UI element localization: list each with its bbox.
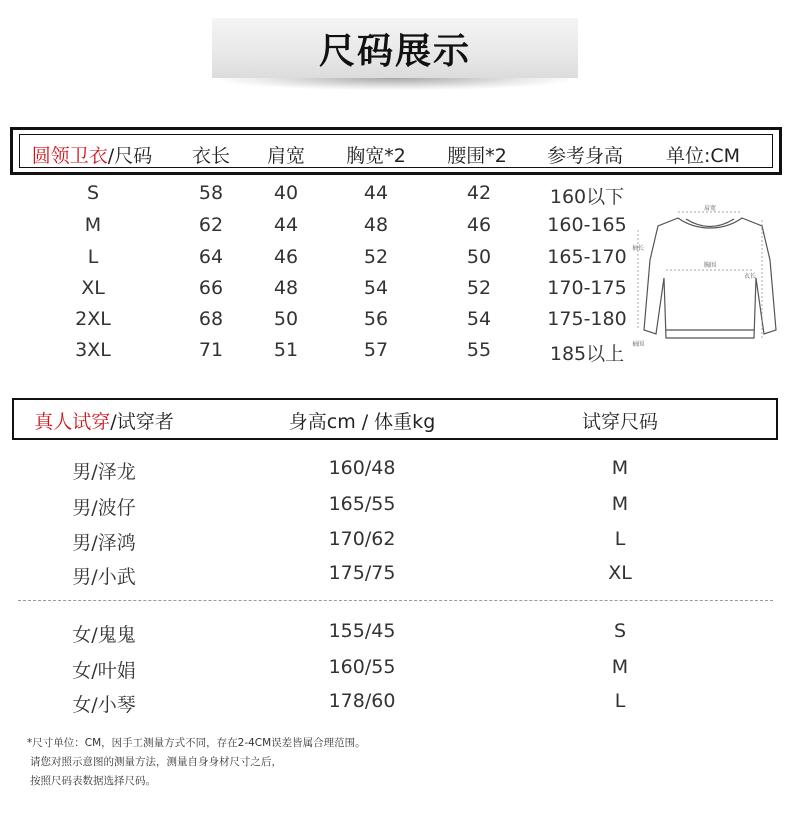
length-cell: 64: [198, 246, 224, 268]
model-name-cell: 男/泽龙: [72, 461, 136, 483]
model-body-cell: 175/75: [328, 562, 396, 584]
model-header-name-red: 真人试穿: [34, 411, 111, 433]
model-body-cell: 155/45: [328, 620, 396, 642]
size-notes: [27, 734, 366, 791]
model-size-cell: M: [611, 493, 629, 515]
note-line: *尺寸单位：CM，因手工测量方式不同，存在2-4CM误差皆属合理范围。: [27, 737, 366, 749]
size-header-chest: 胸宽*2: [346, 145, 406, 167]
model-header-body: 身高cm / 体重kg: [288, 411, 436, 433]
size-header-name: [32, 141, 152, 168]
model-body-cell: 178/60: [328, 690, 396, 712]
length-cell: 71: [198, 339, 224, 361]
shoulder-cell: 50: [273, 308, 299, 330]
size-header-waist: 腰围*2: [447, 145, 507, 167]
diagram-label-length: 衣长: [743, 273, 757, 280]
title-shadow: [222, 78, 568, 90]
sweater-measurement-diagram: [630, 200, 790, 360]
model-body-cell: 170/62: [328, 528, 396, 550]
model-header-size: 试穿尺码: [581, 411, 659, 433]
note-line: 按照尺码表数据选择尺码。: [30, 775, 156, 787]
height-cell: 160以下: [549, 186, 625, 208]
chest-cell: 52: [363, 246, 389, 268]
page-title: 尺码展示: [212, 18, 578, 78]
size-header-length: 衣长: [191, 145, 231, 167]
model-size-cell: L: [614, 528, 626, 550]
page-title-banner: [212, 18, 578, 86]
waist-cell: 50: [466, 246, 492, 268]
height-cell: 165-170: [547, 246, 627, 268]
size-header-name-red: 圆领卫衣: [31, 145, 108, 167]
waist-cell: 46: [466, 214, 492, 236]
model-name-cell: 女/鬼鬼: [72, 624, 136, 646]
model-size-cell: L: [614, 690, 626, 712]
shoulder-cell: 44: [273, 214, 299, 236]
diagram-label-sleeve: 袖长: [631, 245, 645, 252]
shoulder-cell: 46: [273, 246, 299, 268]
chest-cell: 54: [363, 277, 389, 299]
length-cell: 58: [198, 182, 224, 204]
chest-cell: 48: [363, 214, 389, 236]
size-cell: L: [87, 246, 99, 268]
shoulder-cell: 48: [273, 277, 299, 299]
size-cell: 2XL: [75, 308, 111, 330]
diagram-label-shoulder: 肩宽: [703, 205, 717, 212]
model-body-cell: 160/48: [328, 457, 396, 479]
model-name-cell: 男/波仔: [72, 497, 136, 519]
length-cell: 68: [198, 308, 224, 330]
model-header-name: [34, 407, 173, 434]
model-size-cell: M: [611, 656, 629, 678]
size-header-shoulder: 肩宽: [266, 145, 306, 167]
size-header-name-rest: /尺码: [107, 145, 153, 167]
model-size-cell: M: [611, 457, 629, 479]
size-header-height: 参考身高: [546, 145, 624, 167]
shoulder-cell: 51: [273, 339, 299, 361]
model-name-cell: 女/小琴: [72, 694, 136, 716]
waist-cell: 42: [466, 182, 492, 204]
size-cell: XL: [81, 277, 105, 299]
model-body-cell: 160/55: [328, 656, 396, 678]
model-body-cell: 165/55: [328, 493, 396, 515]
height-cell: 185以上: [549, 343, 625, 365]
waist-cell: 55: [466, 339, 492, 361]
model-name-cell: 女/叶娟: [72, 660, 136, 682]
waist-cell: 54: [466, 308, 492, 330]
height-cell: 160-165: [547, 214, 627, 236]
model-size-cell: XL: [608, 562, 632, 584]
waist-cell: 52: [466, 277, 492, 299]
model-name-cell: 男/小武: [72, 566, 136, 588]
height-cell: 175-180: [547, 308, 627, 330]
size-cell: S: [86, 182, 100, 204]
gender-divider: [18, 600, 773, 601]
model-size-cell: S: [613, 620, 627, 642]
length-cell: 66: [198, 277, 224, 299]
chest-cell: 57: [363, 339, 389, 361]
model-name-cell: 男/泽鸿: [72, 532, 136, 554]
height-cell: 170-175: [547, 277, 627, 299]
note-line: 请您对照示意图的测量方法，测量自身身材尺寸之后，: [30, 756, 282, 768]
model-header-name-rest: /试穿者: [110, 411, 174, 433]
size-header-unit: 单位:CM: [665, 145, 741, 167]
size-cell: 3XL: [75, 339, 111, 361]
chest-cell: 56: [363, 308, 389, 330]
shoulder-cell: 40: [273, 182, 299, 204]
length-cell: 62: [198, 214, 224, 236]
diagram-label-chest: 胸围: [703, 262, 717, 269]
chest-cell: 44: [363, 182, 389, 204]
diagram-label-cuff: 袖围: [631, 341, 645, 348]
size-cell: M: [84, 214, 102, 236]
